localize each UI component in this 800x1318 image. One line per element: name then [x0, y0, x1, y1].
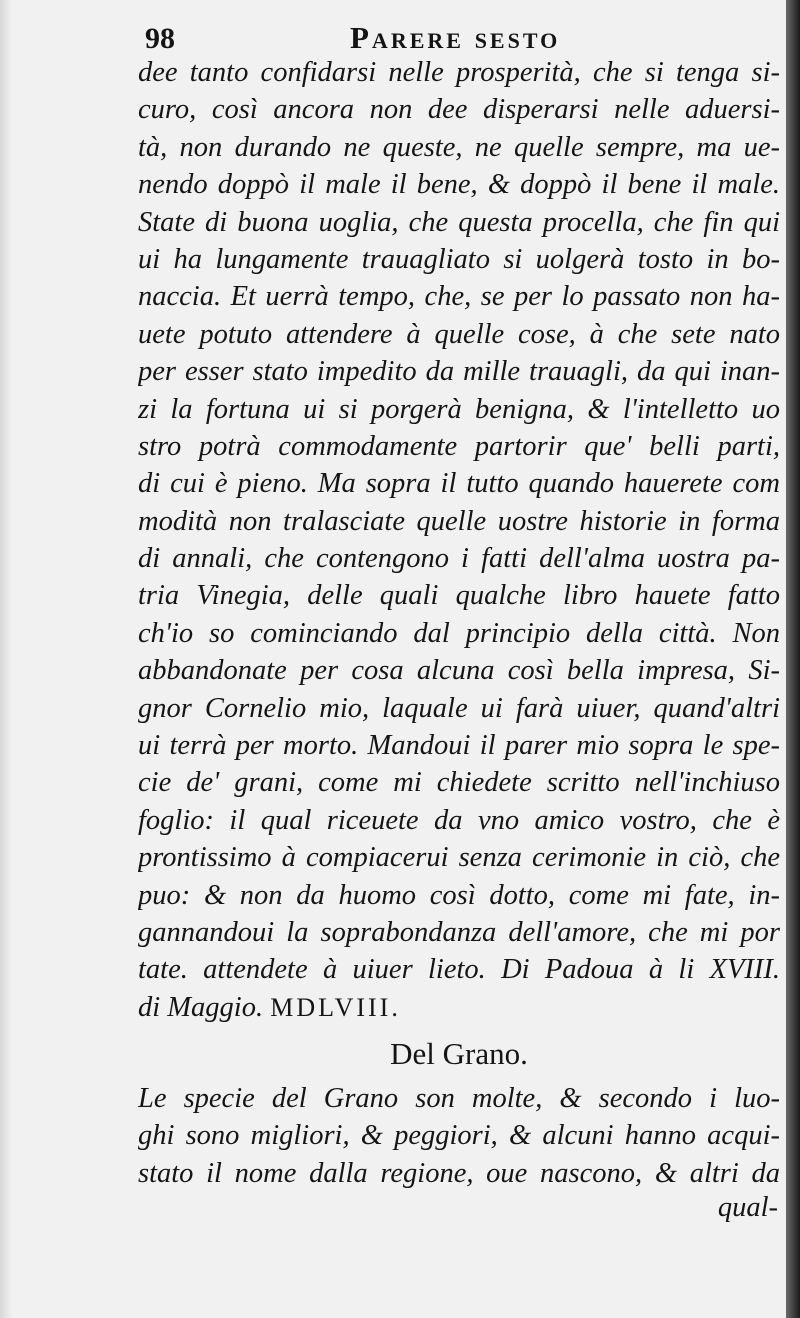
page-header — [145, 18, 785, 58]
text-line: tate. attendete à uiuer lieto. Di Padoua à li XVIII. — [138, 954, 780, 986]
section-heading: Del Grano. — [390, 1036, 528, 1071]
text-line: Le specie del Grano son molte, & secondo i luo- — [138, 1083, 780, 1114]
text-line: naccia. Et uerrà tempo, che, se per lo passato non ha- — [138, 281, 780, 313]
text-line: ui terrà per morto. Mandoui il parer mio sopra le spe- — [138, 730, 780, 762]
section-body — [138, 1080, 780, 1192]
text-line: zi la fortuna ui si porgerà benigna, & l'intelletto uo — [138, 393, 780, 425]
text-line: modità non tralasciate quelle uostre historie in forma — [138, 505, 780, 537]
date-line — [138, 989, 780, 1026]
text-line: dee tanto confidarsi nelle prosperità, che si tenga si- — [138, 57, 780, 88]
text-line: ch'io so cominciando dal principio della città. Non — [138, 617, 780, 649]
page-edge-shadow — [786, 0, 800, 1318]
text-line: nendo doppò il male il bene, & doppò il bene il male. — [138, 169, 780, 201]
text-line: di cui è pieno. Ma sopra il tutto quando hauerete com — [138, 468, 780, 500]
text-line: ghi sono migliori, & peggiori, & alcuni hanno acqui- — [138, 1120, 780, 1152]
date-text: di Maggio. — [138, 991, 264, 1023]
text-line: abbandonate per cosa alcuna così bella impresa, Si- — [138, 655, 780, 687]
page-number: 98 — [145, 22, 175, 55]
page-gutter-shadow — [0, 0, 12, 1318]
text-line: puo: & non da huomo così dotto, come mi fate, in- — [138, 879, 780, 911]
text-line: gannandoui la soprabondanza dell'amore, che mi por — [138, 916, 780, 948]
text-line: curo, così ancora non dee disperarsi nelle aduersi- — [138, 94, 780, 126]
catchword: qual- — [717, 1192, 778, 1223]
text-line: stato il nome dalla regione, oue nascono, & altri da — [138, 1157, 780, 1189]
letter-body — [138, 54, 780, 1026]
text-line: stro potrà commodamente partorir que' belli parti, — [138, 430, 780, 462]
running-title: Parere sesto — [350, 20, 561, 55]
text-line: State di buona uoglia, che questa procella, che fin qui — [138, 206, 780, 238]
text-line: ui ha lungamente trauagliato si uolgerà tosto in bo- — [138, 243, 780, 275]
text-line: cie de' grani, come mi chiedete scritto nell'inchiuso — [138, 767, 780, 799]
text-line: tria Vinegia, delle quali qualche libro hauete fatto — [138, 580, 780, 612]
text-line: di annali, che contengono i fatti dell'alma uostra pa- — [138, 543, 780, 575]
text-line: per esser stato impedito da mille trauagli, da qui inan- — [138, 356, 780, 388]
text-line: prontissimo à compiacerui senza cerimonie in ciò, che — [138, 842, 780, 874]
text-line: gnor Cornelio mio, laquale ui farà uiuer, quand'altri — [138, 692, 780, 724]
text-line: uete potuto attendere à quelle cose, à che sete nato — [138, 318, 780, 350]
date-year: MDLVIII. — [270, 992, 401, 1022]
text-line: foglio: il qual riceuete da vno amico vostro, che è — [138, 804, 780, 836]
text-line: tà, non durando ne queste, ne quelle sempre, ma ue- — [138, 131, 780, 163]
